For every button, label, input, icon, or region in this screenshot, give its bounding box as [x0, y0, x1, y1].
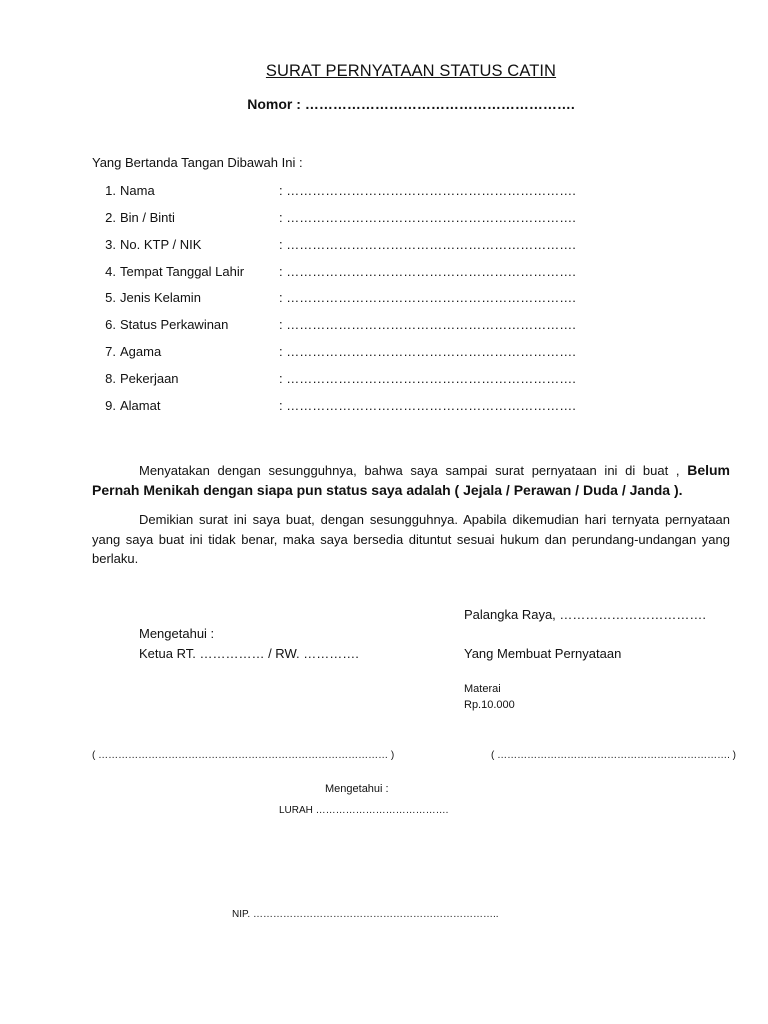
statement-status-bold: Belum Pernah Menikah dengan siapa pun status saya adalah ( Jejala / Perawan / Duda / Janda ). [92, 462, 730, 498]
field-number: 9. [105, 398, 116, 413]
field-number: 5. [105, 290, 116, 305]
bottom-mengetahui-label: Mengetahui : [325, 783, 389, 795]
materai-label: Materai [464, 683, 501, 695]
materai-amount: Rp.10.000 [464, 699, 515, 711]
field-number: 4. [105, 264, 116, 279]
field-label: Jenis Kelamin [120, 290, 201, 305]
field-value-blank: : …………………………………………………………. [279, 237, 576, 252]
left-mengetahui-label: Mengetahui : [139, 626, 215, 641]
field-number: 8. [105, 371, 116, 386]
field-label: Nama [120, 183, 155, 198]
field-value-blank: : …………………………………………………………. [279, 264, 576, 279]
field-value-blank: : …………………………………………………………. [279, 183, 576, 198]
nip-line: NIP. ……………………………………………………………….. [232, 909, 499, 920]
field-value-blank: : …………………………………………………………. [279, 290, 576, 305]
field-label: Status Perkawinan [120, 317, 229, 332]
document-number: Nomor : …………………………………………………. [247, 96, 575, 112]
field-number: 6. [105, 317, 116, 332]
field-label: Tempat Tanggal Lahir [120, 264, 245, 279]
field-number: 2. [105, 210, 116, 225]
field-value-blank: : …………………………………………………………. [279, 210, 576, 225]
field-label: No. KTP / NIK [120, 237, 202, 252]
document-title: SURAT PERNYATAAN STATUS CATIN [265, 62, 557, 80]
field-value-blank: : …………………………………………………………. [279, 371, 576, 386]
left-signature-name-line: ( …………………………………………………………………………… ) [92, 750, 395, 761]
field-label: Bin / Binti [120, 210, 175, 225]
statement-paragraph [92, 461, 730, 500]
field-value-blank: : …………………………………………………………. [279, 317, 576, 332]
field-label: Pekerjaan [120, 371, 179, 386]
field-number: 3. [105, 237, 116, 252]
statement-text: Menyatakan dengan sesungguhnya, bahwa saya sampai surat pernyataan ini di buat , [139, 463, 680, 478]
field-label: Agama [120, 344, 162, 359]
field-number: 7. [105, 344, 116, 359]
ketua-rt-rw: Ketua RT. …………… / RW. …………. [139, 646, 359, 661]
field-value-blank: : …………………………………………………………. [279, 344, 576, 359]
signer-title: Yang Membuat Pernyataan [464, 646, 622, 661]
closing-paragraph: Demikian surat ini saya buat, dengan sesungguhnya. Apabila dikemudian hari ternyata pernyataan yang saya buat ini tidak benar, maka saya bersedia dituntut sesuai hukum dan perundang-undangan yang berlaku. [92, 512, 730, 566]
field-value-blank: : …………………………………………………………. [279, 398, 576, 413]
lurah-line: LURAH …………………………………. [279, 805, 449, 816]
intro-text: Yang Bertanda Tangan Dibawah Ini : [92, 155, 303, 170]
right-signature-name-line: ( ……………………………………………………………. ) [491, 750, 736, 761]
place-date: Palangka Raya, ……………………………. [464, 607, 707, 622]
field-number: 1. [105, 183, 116, 198]
field-label: Alamat [120, 398, 161, 413]
